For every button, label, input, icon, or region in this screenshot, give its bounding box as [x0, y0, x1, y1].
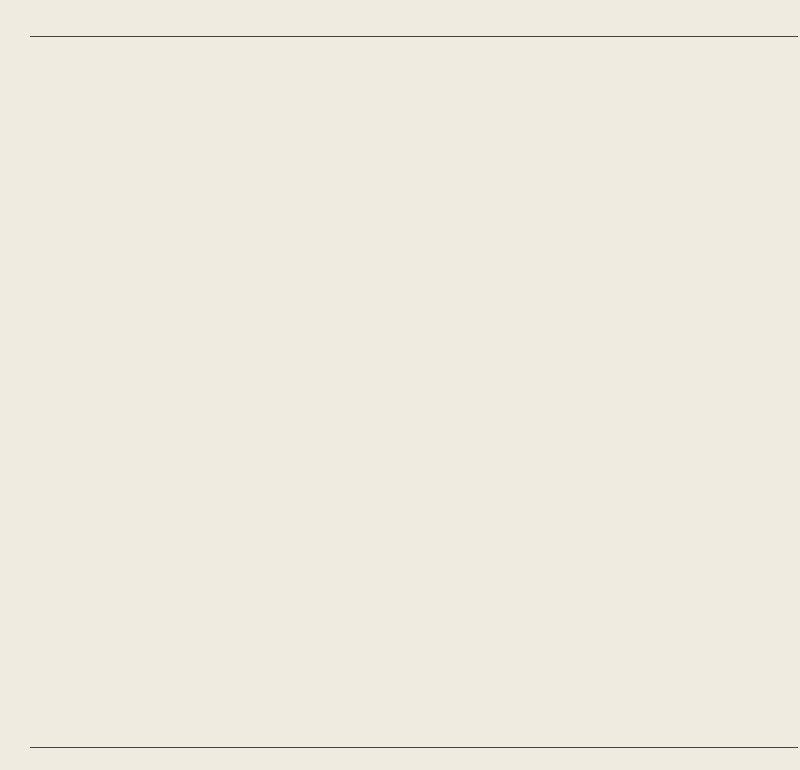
aetiological-table	[30, 36, 798, 748]
